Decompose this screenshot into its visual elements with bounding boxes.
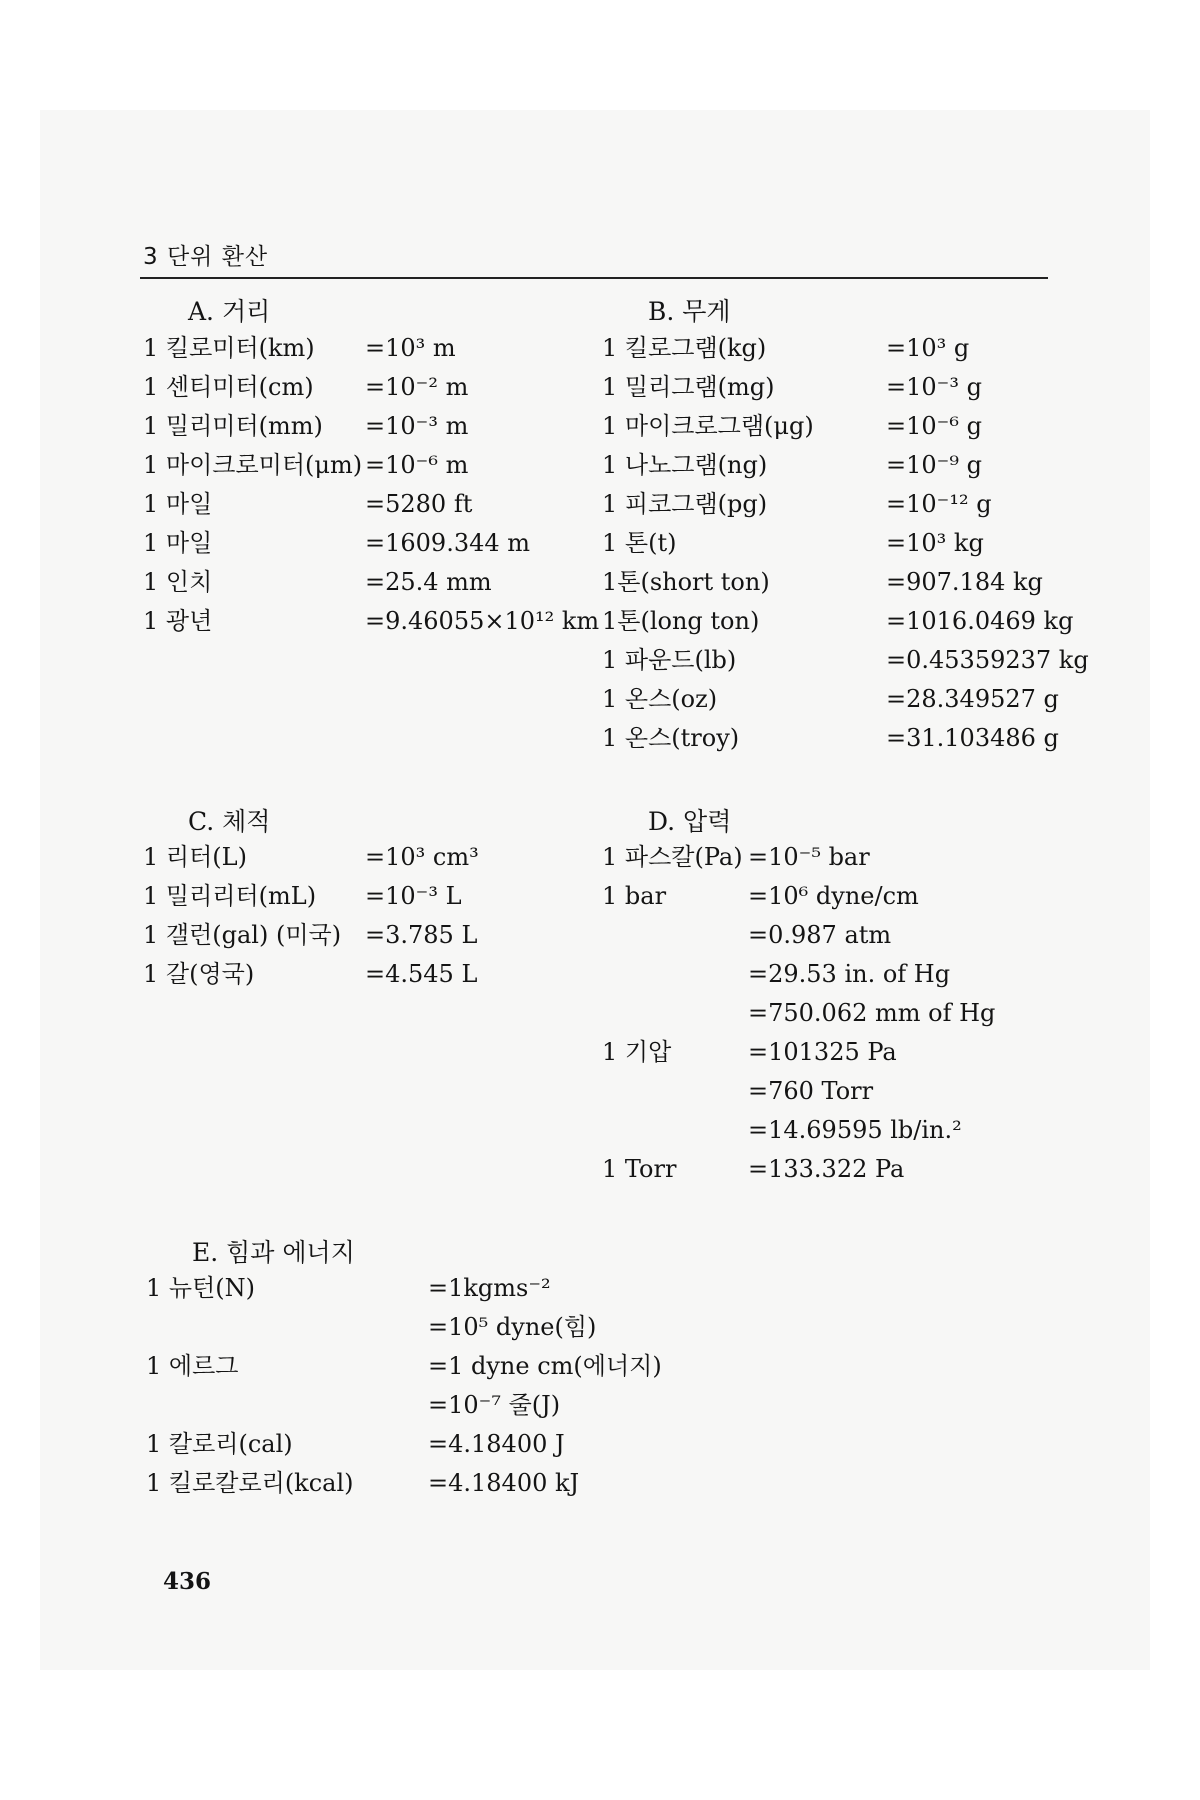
conversion-row [602,331,969,365]
conversion-row [143,840,479,874]
section-title-force-energy: E. 힘과 에너지 [192,1238,355,1267]
unit-label: 1 파운드(lb) [602,646,737,674]
unit-label: 1 Torr [602,1155,677,1183]
unit-label: 1 마이크로그램(μg) [602,412,814,440]
unit-value: =29.53 in. of Hg [748,960,951,988]
unit-label: 1 킬로미터(km) [143,334,315,362]
unit-label: 1 마일 [143,490,213,518]
conversion-row [143,604,599,638]
unit-label: 1 킬로칼로리(kcal) [146,1469,354,1497]
unit-label: 1 칼로리(cal) [146,1430,293,1458]
conversion-row [602,879,919,913]
conversion-row [146,1427,565,1461]
unit-value: =28.349527 g [886,685,1059,713]
unit-value: =10⁻³ L [365,882,462,910]
conversion-row [602,721,1059,755]
conversion-row [602,1035,897,1069]
unit-value: =907.184 kg [886,568,1043,596]
conversion-row [602,1074,873,1108]
conversion-row [143,957,477,991]
unit-value: =25.4 mm [365,568,492,596]
unit-value: =3.785 L [365,921,478,949]
unit-label: 1 bar [602,882,667,910]
unit-label: 1 갤런(gal) (미국) [143,921,342,949]
unit-label: 1 마이크로미터(μm) [143,451,363,479]
unit-label: 1 센티미터(cm) [143,373,314,401]
unit-label: 1톤(short ton) [602,568,770,596]
unit-value: =10³ cm³ [365,843,479,871]
unit-value: =10⁻⁶ m [365,451,469,479]
unit-label: 1 인치 [143,568,213,596]
unit-label: 1톤(long ton) [602,607,760,635]
conversion-row [143,918,477,952]
unit-value: =10⁻⁷ 줄(J) [428,1391,561,1419]
unit-value: =10⁻⁹ g [886,451,982,479]
conversion-row [146,1388,560,1422]
section-title-distance: A. 거리 [188,297,271,326]
conversion-row [146,1466,579,1500]
unit-label: 1 나노그램(ng) [602,451,768,479]
conversion-row [602,487,992,521]
conversion-row [143,370,468,404]
unit-value: =1kgms⁻² [428,1274,551,1302]
conversion-row [146,1349,662,1383]
unit-value: =750.062 mm of Hg [748,999,996,1027]
conversion-row [602,565,1043,599]
unit-value: =10³ g [886,334,970,362]
unit-label: 1 킬로그램(kg) [602,334,767,362]
unit-label: 1 뉴턴(N) [146,1274,255,1302]
conversion-row [602,957,950,991]
conversion-row [146,1271,551,1305]
conversion-row [602,448,982,482]
conversion-row [602,918,891,952]
conversion-row [602,370,982,404]
conversion-row [602,604,1073,638]
unit-value: =4.18400 kJ [428,1469,580,1497]
unit-value: =10³ m [365,334,456,362]
unit-value: =101325 Pa [748,1038,897,1066]
unit-label: 1 밀리리터(mL) [143,882,317,910]
conversion-row [602,409,982,443]
conversion-row [143,487,472,521]
conversion-row [602,1152,904,1186]
unit-value: =10⁻⁵ bar [748,843,870,871]
unit-value: =10⁻¹² g [886,490,992,518]
unit-label: 1 밀리미터(mm) [143,412,323,440]
unit-label: 1 갈(영국) [143,960,255,988]
unit-value: =0.45359237 kg [886,646,1089,674]
unit-value: =1 dyne cm(에너지) [428,1352,662,1380]
unit-label: 1 온스(troy) [602,724,740,752]
conversion-row [602,996,995,1030]
conversion-row [602,682,1059,716]
conversion-row [146,1310,596,1344]
unit-label: 1 리터(L) [143,843,247,871]
unit-value: =10⁶ dyne/cm [748,882,919,910]
unit-value: =10³ kg [886,529,984,557]
section-title-pressure: D. 압력 [648,807,732,836]
unit-value: =10⁵ dyne(힘) [428,1313,597,1341]
conversion-row [602,643,1089,677]
conversion-row [143,526,530,560]
conversion-row [143,565,492,599]
unit-label: 1 기압 [602,1038,672,1066]
conversion-row [143,448,468,482]
conversion-row [143,409,468,443]
unit-label: 1 톤(t) [602,529,677,557]
conversion-row [602,1113,962,1147]
unit-value: =1609.344 m [365,529,531,557]
conversion-row [143,331,456,365]
unit-value: =14.69595 lb/in.² [748,1116,962,1144]
unit-label: 1 파스칼(Pa) [602,843,743,871]
unit-value: =5280 ft [365,490,473,518]
unit-value: =0.987 atm [748,921,892,949]
unit-value: =133.322 Pa [748,1155,905,1183]
unit-label: 1 마일 [143,529,213,557]
chapter-header: 3 단위 환산 [143,244,269,270]
unit-value: =10⁻³ m [365,412,469,440]
unit-label: 1 피코그램(pg) [602,490,768,518]
unit-value: =760 Torr [748,1077,874,1105]
unit-value: =10⁻³ g [886,373,982,401]
unit-value: =1016.0469 kg [886,607,1074,635]
unit-value: =10⁻² m [365,373,469,401]
unit-label: 1 밀리그램(mg) [602,373,775,401]
page-number: 436 [163,1568,212,1595]
unit-label: 1 온스(oz) [602,685,718,713]
unit-value: =9.46055×10¹² km [365,607,600,635]
unit-value: =4.18400 J [428,1430,565,1458]
unit-value: =31.103486 g [886,724,1059,752]
header-rule [140,277,1048,279]
section-title-volume: C. 체적 [188,807,271,836]
conversion-row [602,526,984,560]
unit-value: =10⁻⁶ g [886,412,982,440]
section-title-weight: B. 무게 [648,297,731,326]
unit-label: 1 에르그 [146,1352,239,1380]
conversion-row [602,840,870,874]
conversion-row [143,879,462,913]
unit-value: =4.545 L [365,960,478,988]
unit-label: 1 광년 [143,607,213,635]
